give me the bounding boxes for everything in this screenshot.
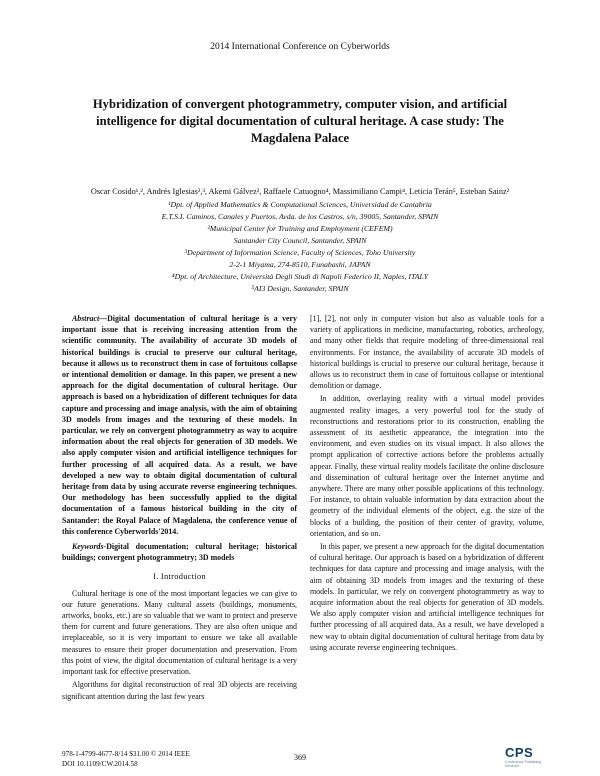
- cps-logo: [505, 745, 545, 769]
- keywords-text: Digital documentation; cultural heritage; historical buildings; convergent photogrammetry; 3D models: [62, 542, 297, 563]
- affiliation-1: ¹Dpt. of Applied Mathematics & Computational Sciences, Universidad de Cantabria: [168, 200, 432, 209]
- paper-title: Hybridization of convergent photogrammetry, computer vision, and artificial intelligence for digital documentation of cultural heritage. A case study: The Magdalena Palace: [92, 97, 508, 145]
- cps-logo-text: CPS: [505, 745, 534, 760]
- body-paragraph: In addition, overlaying reality with a virtual model provides augmented reality images, a very powerful tool for the study of reconstructions and restorations prior to its construction, enabling the assessment of its aesthetic appearance, the integration into the environment, and even studies on its visual impact. It also allows the prompt application of corrective actions before the problems actually appear. Finally, these virtual reality models facilitate the online disclosure and dissemination of cultural heritage over the Internet anytime and anywhere. There are many other possible applications of this technology. For instance, to obtain valuable information by data extraction about the geometry of the individual elements of the object, e.g. the size of the blocks of a building, the position of their center of gravity, volume, orientation, and so on.: [310, 394, 544, 538]
- affiliation-3-address: 2-2-1 Miyama, 274-8510, Funabashi, JAPAN: [229, 260, 371, 269]
- body-paragraph: [1], [2], not only in computer vision but also as valuable tools for a variety of applications in medicine, manufacturing, robotics, archeology, and many other fields that require modeling of three-dimensional real environments. For instance, the availability of accurate 3D models of historical buildings is crucial to preserve our cultural heritage, because it allows us to reconstruct them in case of fortuitous collapse or intentional demolition or damage.: [310, 314, 544, 391]
- affiliation-4: ⁴Dpt. of Architecture, Università Degli Studi di Napoli Federico II, Naples, ITALY: [171, 272, 429, 281]
- keywords: [62, 541, 297, 563]
- intro-paragraph: Algorithms for digital reconstruction of real 3D objects are receiving significant attention during the last few years: [62, 680, 297, 701]
- abstract-text: Digital documentation of cultural heritage is a very important issue that is receiving increasing attention from the scientific community. The availability of accurate 3D models of historical buildings is crucial to preserve our cultural heritage, because it allows us to reconstruct them in case of fortuitous collapse or intentional demolition or damage. In this paper, we present a new approach for the digital documentation of cultural heritage. Our approach is based on a hybridization of different techniques for data capture and processing and image analysis, with the aim of obtaining 3D models from images and the texturing of these models. In particular, we rely on convergent photogrammetry as way to acquire information about the real objects for generation of 3D models. We also apply computer vision and artificial intelligence techniques for further processing of all acquired data. As a result, we have developed a new way to obtain digital documentation of cultural heritage from data by using accurate reverse engineering techniques. Our methodology has been successfully applied to the digital documentation of a famous historical building in the city of Santander: the Royal Palace of Magdalena, the conference venue of this conference Cyberworlds'2014.: [62, 314, 297, 536]
- section-heading-introduction: I. Introduction: [153, 572, 206, 582]
- keywords-label: Keywords-: [72, 542, 107, 552]
- intro-paragraph: Cultural heritage is one of the most important legacies we can give to our future generations. Many cultural assets (buildings, monuments, artworks, books, etc.) are so valuable that we want to protect and preserve them for current and future generations. They are also often unique and irreplaceable, so it is very important to ensure we take all available measures to ensure their proper documentation and preservation. From this point of view, the digital documentation of cultural heritage is a very important task for effective preservation.: [62, 588, 297, 677]
- affiliation-3: ³Department of Information Science, Faculty of Sciences, Toho University: [184, 248, 416, 257]
- affiliation-2-address: Santander City Council, Santander, SPAIN: [233, 236, 367, 245]
- body-paragraph: In this paper, we present a new approach for the digital documentation of cultural heritage. Our approach is based on a hybridization of different techniques for data capture and processing and image analysis, with the aim of obtaining 3D models from images and the texturing of these models. In particular, we rely on convergent photogrammetry as way to acquire information about the real objects for generation of 3D models. We also apply computer vision and artificial intelligence techniques for further processing of all acquired data. As a result, we have developed a new way to obtain digital documentation of cultural heritage from data by using accurate reverse engineering techniques.: [310, 542, 544, 652]
- left-column: [62, 313, 297, 704]
- page-number: 369: [294, 753, 306, 762]
- conference-header: 2014 International Conference on Cyberworlds: [210, 42, 390, 52]
- cps-logo-subtext: Conference Publishing Services: [505, 760, 542, 768]
- abstract: [62, 313, 297, 537]
- affiliation-5: ⁵AI3 Design, Santander, SPAIN: [251, 284, 349, 293]
- footer-isbn: 978-1-4799-4677-8/14 $31.00 © 2014 IEEE: [62, 750, 190, 758]
- right-column: [310, 313, 544, 655]
- footer-doi: DOI 10.1109/CW.2014.58: [62, 760, 138, 768]
- abstract-label: Abstract—: [72, 314, 108, 323]
- affiliation-1-address: E.T.S.I. Caminos, Canales y Puertos, Avda. de los Castros, s/n, 39005, Santander, SPAIN: [161, 212, 439, 221]
- author-list: Oscar Cosido¹,², Andrés Iglesias²,³, Akemi Gálvez², Raffaele Catuogno⁴, Massimiliano Campi⁴, Leticia Terán⁵, Esteban Sainz²: [90, 187, 510, 196]
- affiliation-2: ²Municipal Center for Training and Employment (CEFEM): [207, 224, 393, 233]
